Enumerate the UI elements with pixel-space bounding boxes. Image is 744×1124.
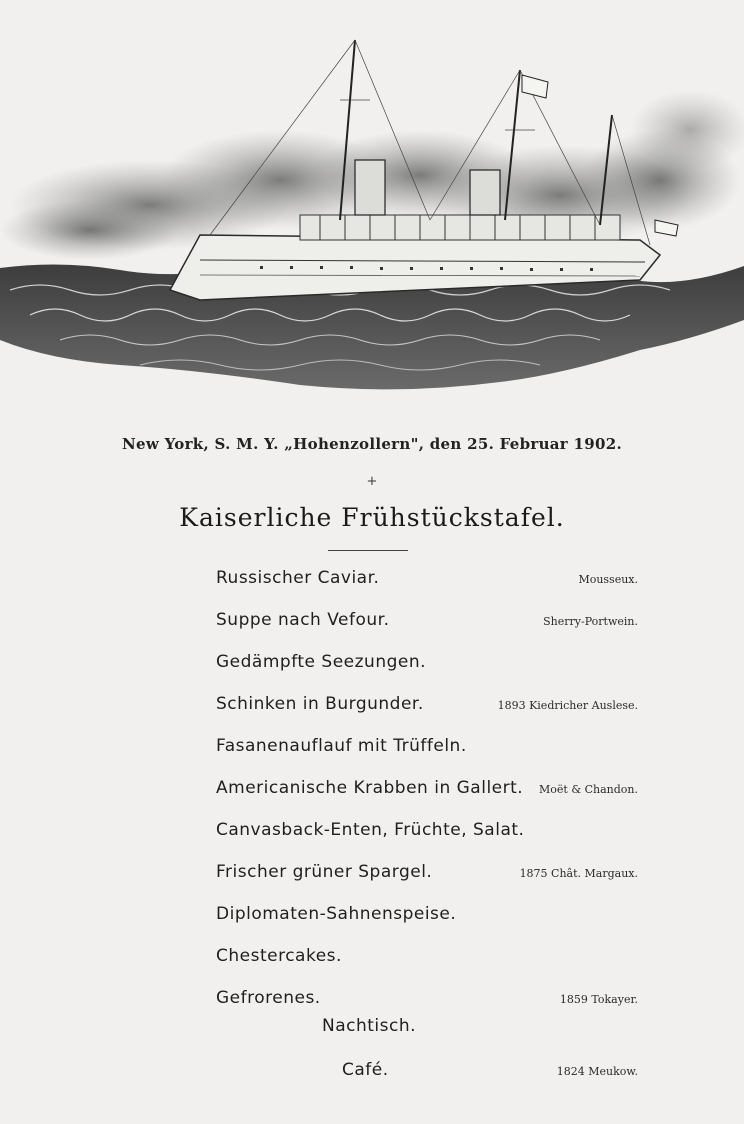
menu-item: Gefrorenes. (216, 988, 321, 1008)
wine-pairing: 1875 Chât. Margaux. (519, 867, 638, 880)
menu-item: Russischer Caviar. (216, 568, 380, 588)
place-date-line: New York, S. M. Y. „Hohenzollern", den 25. Februar 1902. (122, 435, 622, 453)
wine-pairing: Sherry-Portwein. (543, 615, 638, 628)
menu-item: Café. (342, 1060, 389, 1080)
menu-item: Diplomaten-Sahnenspeise. (216, 904, 457, 924)
menu-item: Gedämpfte Seezungen. (216, 652, 427, 672)
menu-item: Nachtisch. (322, 1016, 417, 1036)
wine-pairing: Moët & Chandon. (539, 783, 638, 796)
menu-item: Fasanenauflauf mit Trüffeln. (216, 736, 467, 756)
menu-item: Americanische Krabben in Gallert. (216, 778, 524, 798)
ship-illustration (0, 20, 744, 400)
menu-item: Chestercakes. (216, 946, 342, 966)
menu-title: Kaiserliche Frühstückstafel. (179, 503, 565, 532)
wine-pairing: 1824 Meukow. (556, 1065, 638, 1078)
menu-item: Canvasback-Enten, Früchte, Salat. (216, 820, 525, 840)
wine-pairing: 1859 Tokayer. (559, 993, 638, 1006)
menu-item: Frischer grüner Spargel. (216, 862, 433, 882)
menu-item: Suppe nach Vefour. (216, 610, 390, 630)
wine-pairing: Mousseux. (578, 573, 638, 586)
title-divider (328, 550, 408, 551)
ornament-cross: + (366, 474, 378, 489)
menu-item: Schinken in Burgunder. (216, 694, 424, 714)
wine-pairing: 1893 Kiedricher Auslese. (497, 699, 638, 712)
